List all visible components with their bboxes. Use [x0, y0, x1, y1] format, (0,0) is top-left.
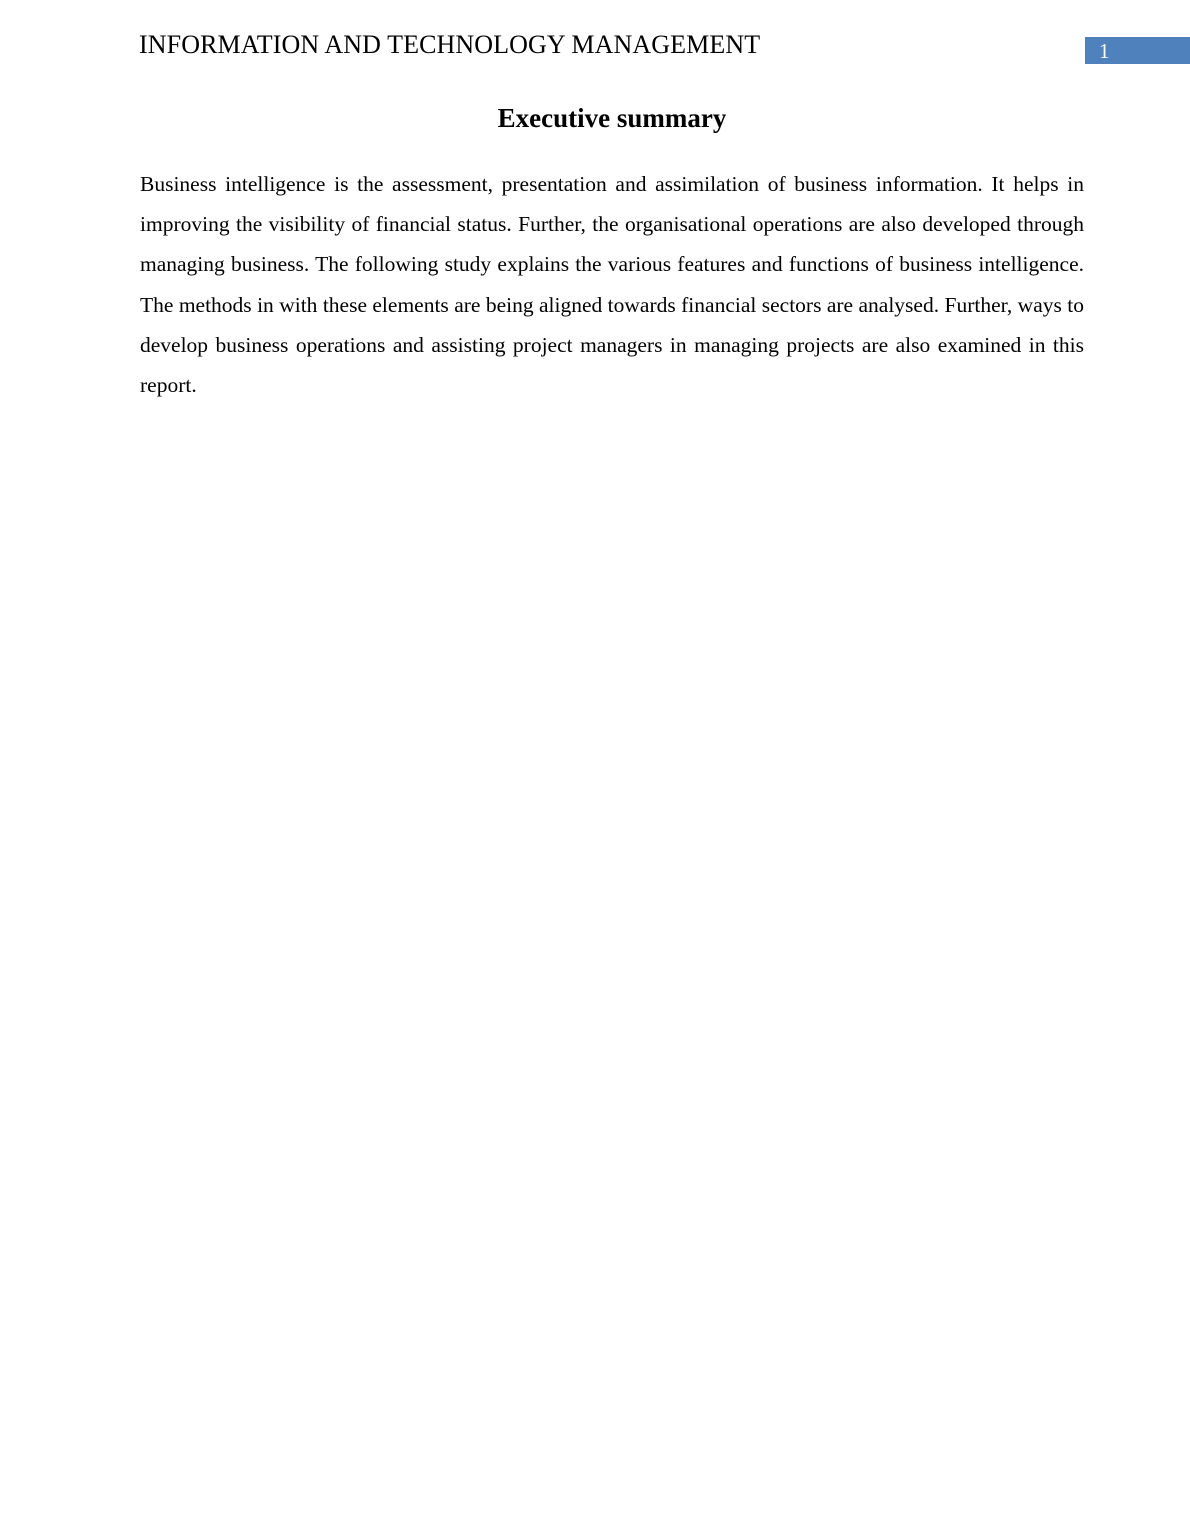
running-header-title: INFORMATION AND TECHNOLOGY MANAGEMENT — [139, 30, 761, 59]
body-paragraph: Business intelligence is the assessment, presentation and assimilation of business information. It helps in improving the visibility of financial status. Further, the organisational operations are also developed through managing business. The following study explains the various features and functions of business intelligence. The methods in with these elements are being aligned towards financial sectors are analysed. Further, ways to develop business operations and assisting project managers in managing projects are also examined in this report. — [140, 172, 1084, 398]
page-number-badge — [1085, 37, 1190, 64]
page-number: 1 — [1099, 39, 1110, 63]
section-heading: Executive summary — [497, 103, 727, 133]
